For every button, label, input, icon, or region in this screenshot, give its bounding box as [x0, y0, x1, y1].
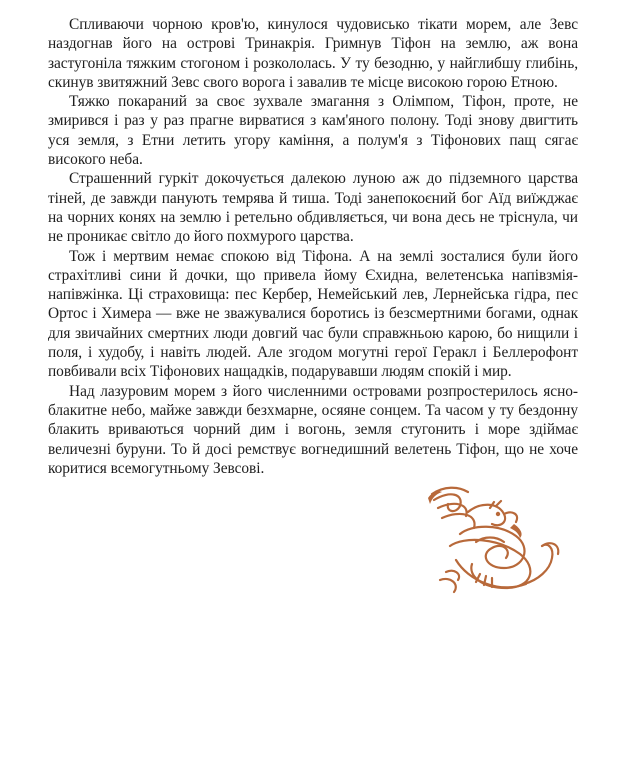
- paragraph-5: Над лазуровим морем з його численними островами розпростерилось ясно-блакитне небо, майже завжди безхмарне, осяяне сонцем. Та часом у ту бездонну блакить вриваються чорний дим і вогонь, земля стугонить і море здіймає величезні буруни. То й досі ремствує вогнедишний велетень Тіфон, що не хоче коритися всемогутньому Зевсові.: [48, 382, 578, 477]
- text-page: [48, 15, 578, 478]
- paragraph-3: Страшенний гуркіт докочується далекою луною аж до підземного царства тіней, де завжди панують темрява й тиша. Тоді занепокоєний бог Аїд виїжджає на чорних конях на землю і ретельно обдивляється, чи вона десь не тріснула, чи не проникає світло до його похмурого царства.: [48, 170, 578, 246]
- paragraph-2: Тяжко покараний за своє зухвале змагання з Олімпом, Тіфон, проте, не змирився і раз у раз прагне вирватися з кам'яного полону. Тоді знову двигтить уся земля, з Етни летить угору каміння, а полум'я з Тіфонових пащ сягає високого неба.: [48, 93, 578, 169]
- paragraph-4: Тож і мертвим немає спокою від Тіфона. А на землі зосталися були його страхітливі сини й дочки, що привела йому Єхидна, велетенська напівзмія-напівжінка. Ці страховища: пес Кербер, Немейський лев, Лернейська гідра, пес Ортос і Химера — вже не зважувалися боротись із безсмертними богами, однак для звичайних смертних люди довгий час були справжньою карою, бо нищили і поля, і худобу, і навіть людей. Але згодом могутні герої Геракл і Беллерофонт повбивали всіх Тіфонових нащадків, подарувавши людям спокій і мир.: [48, 247, 578, 381]
- paragraph-1: Спливаючи чорною кров'ю, кинулося чудовисько тікати морем, але Зевс наздогнав його на острові Тринакрія. Гримнув Тіфон на землю, аж вона застугоніла тяжким стогоном і розкололась. У ту безодню, у найглибшу глибінь, скинув звитяжний Зевс свого ворога і завалив те місце високою горою Етною.: [48, 16, 578, 91]
- dragon-ornament-icon: [420, 484, 570, 604]
